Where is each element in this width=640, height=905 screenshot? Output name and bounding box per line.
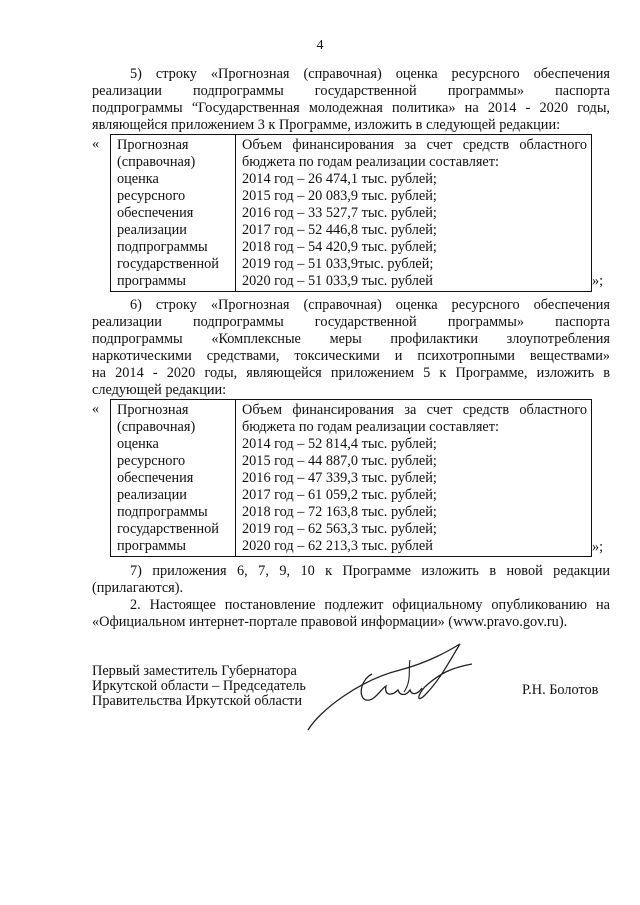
value-line: 2020 год – 62 213,3 тыс. рублей: [242, 538, 433, 554]
label-line: государственной: [117, 521, 219, 537]
label-line: программы: [117, 538, 187, 554]
item-5-line: являющейся приложением 3 к Программе, изложить в следующей редакции:: [92, 117, 561, 133]
item-7-line: (прилагаются).: [92, 580, 184, 596]
handwritten-signature: [300, 640, 480, 740]
item-6-table-value-cell: [236, 400, 592, 557]
quote-close-mark: »;: [592, 273, 604, 289]
value-line: 2016 год – 33 527,7 тыс. рублей;: [242, 205, 437, 221]
item-5-line: реализации подпрограммы государственной программы» паспорта: [92, 83, 610, 99]
value-line: 2019 год – 62 563,3 тыс. рублей;: [242, 521, 437, 537]
quote-close-mark: »;: [592, 539, 604, 555]
label-line: (справочная): [117, 419, 196, 435]
label-line: подпрограммы: [117, 239, 208, 255]
item-2-line: 2. Настоящее постановление подлежит официальному опубликованию на: [130, 597, 610, 613]
item-5-line: подпрограммы “Государственная молодежная политика» на 2014 - 2020 годы,: [92, 100, 610, 116]
item-5-paragraph: [92, 66, 610, 134]
value-line: Объем финансирования за счет средств областного: [242, 402, 587, 418]
item-6-paragraph: [92, 297, 610, 399]
value-line: 2016 год – 47 339,3 тыс. рублей;: [242, 470, 437, 486]
value-line: 2020 год – 51 033,9 тыс. рублей: [242, 273, 433, 289]
signatory-title: [92, 664, 306, 709]
item-5-table-value-cell: [236, 135, 592, 292]
value-line: бюджета по годам реализации составляет:: [242, 419, 499, 435]
item-7-line: 7) приложения 6, 7, 9, 10 к Программе изложить в новой редакции: [130, 563, 610, 579]
item-6-table: [110, 399, 592, 557]
value-line: 2017 год – 61 059,2 тыс. рублей;: [242, 487, 437, 503]
item-6-line: следующей редакции:: [92, 382, 227, 398]
item-6-line: наркотическими средствами, токсическими и психотропными веществами»: [92, 348, 610, 364]
label-line: Прогнозная: [117, 137, 189, 153]
value-line: 2018 год – 54 420,9 тыс. рублей;: [242, 239, 437, 255]
value-line: бюджета по годам реализации составляет:: [242, 154, 499, 170]
label-line: государственной: [117, 256, 219, 272]
item-5-line: 5) строку «Прогнозная (справочная) оценка ресурсного обеспечения: [130, 66, 610, 82]
item-5-table: [110, 134, 592, 292]
value-line: Объем финансирования за счет средств областного: [242, 137, 587, 153]
value-line: 2014 год – 26 474,1 тыс. рублей;: [242, 171, 437, 187]
value-line: 2017 год – 52 446,8 тыс. рублей;: [242, 222, 437, 238]
label-line: ресурсного: [117, 453, 186, 469]
item-6-table-label-cell: [111, 400, 236, 557]
value-line: 2018 год – 72 163,8 тыс. рублей;: [242, 504, 437, 520]
value-line: 2015 год – 44 887,0 тыс. рублей;: [242, 453, 437, 469]
value-line: 2019 год – 51 033,9тыс. рублей;: [242, 256, 434, 272]
item-2-paragraph: [92, 597, 610, 631]
item-6-line: реализации подпрограммы государственной программы» паспорта: [92, 314, 610, 330]
item-6-line: на 2014 - 2020 годы, являющейся приложением 5 к Программе, изложить в: [92, 365, 610, 381]
label-line: оценка: [117, 171, 159, 187]
item-6-line: 6) строку «Прогнозная (справочная) оценка ресурсного обеспечения: [130, 297, 610, 313]
item-6-line: подпрограммы «Комплексные меры профилактики злоупотребления: [92, 331, 610, 347]
item-5-table-label-cell: [111, 135, 236, 292]
label-line: реализации: [117, 487, 187, 503]
signatory-line: Первый заместитель Губернатора: [92, 663, 297, 679]
signatory-line: Правительства Иркутской области: [92, 693, 303, 709]
value-line: 2015 год – 20 083,9 тыс. рублей;: [242, 188, 437, 204]
item-2-line: «Официальном интернет-портале правовой информации» (www.pravo.gov.ru).: [92, 614, 568, 630]
label-line: Прогнозная: [117, 402, 189, 418]
label-line: оценка: [117, 436, 159, 452]
label-line: (справочная): [117, 154, 196, 170]
signatory-line: Иркутской области – Председатель: [92, 678, 306, 694]
signatory-name: Р.Н. Болотов: [522, 682, 599, 698]
value-line: 2014 год – 52 814,4 тыс. рублей;: [242, 436, 437, 452]
label-line: ресурсного: [117, 188, 186, 204]
page-number: 4: [316, 38, 324, 53]
label-line: обеспечения: [117, 205, 194, 221]
label-line: подпрограммы: [117, 504, 208, 520]
label-line: программы: [117, 273, 187, 289]
label-line: реализации: [117, 222, 187, 238]
quote-open-mark: «: [92, 401, 100, 417]
quote-open-mark: «: [92, 136, 100, 152]
item-7-paragraph: [92, 563, 610, 597]
label-line: обеспечения: [117, 470, 194, 486]
